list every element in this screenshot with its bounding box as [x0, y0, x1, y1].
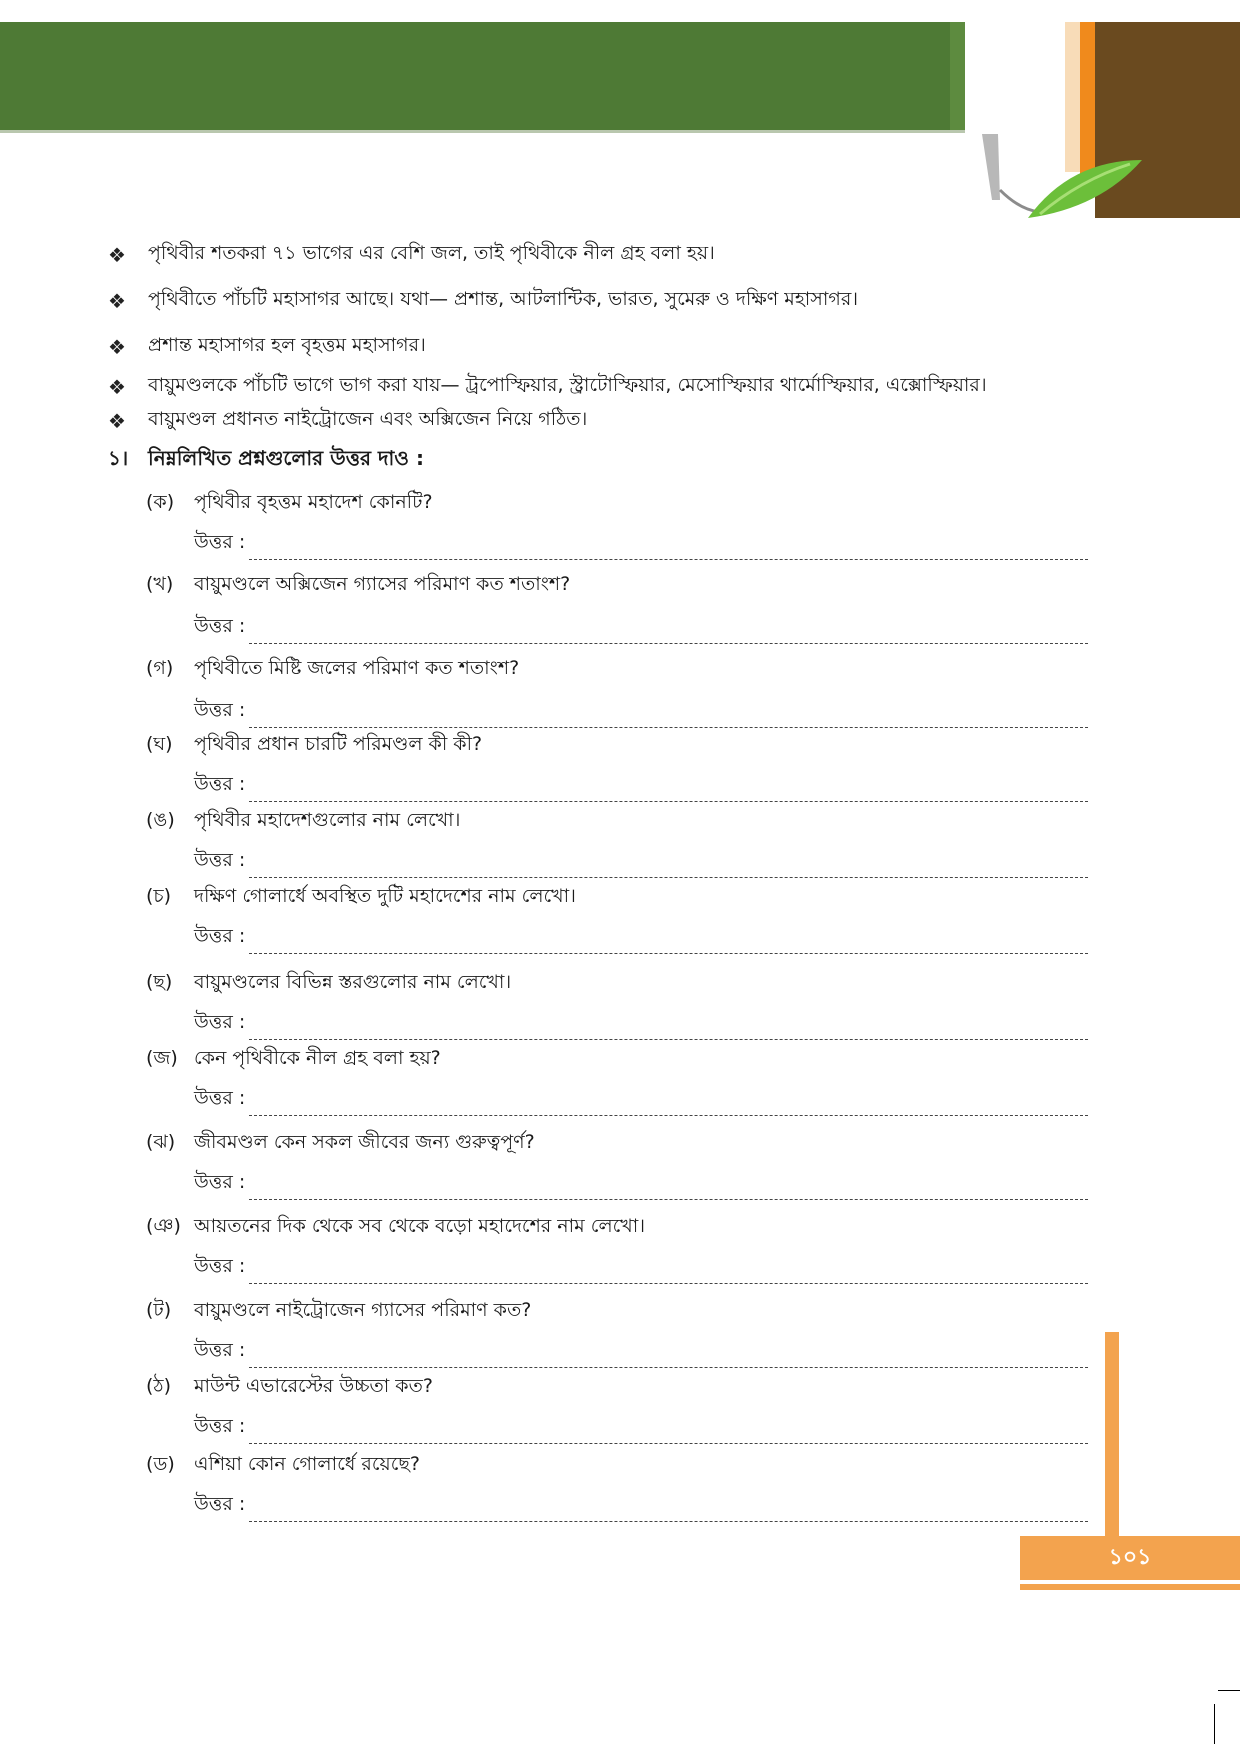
exercise-number: ১। — [108, 446, 129, 470]
answer-label: উত্তর : — [194, 1339, 246, 1361]
bullet-text: বায়ুমণ্ডলকে পাঁচটি ভাগে ভাগ করা যায়— ট্রপোস্ফিয়ার, স্ট্রাটোস্ফিয়ার, মেসোস্ফিয়ার থার্মোস্ফিয়ার, এক্সোস্ফিয়ার। — [148, 374, 987, 396]
question-mark: (ঘ) — [146, 733, 173, 755]
question-mark: (ঠ) — [146, 1375, 171, 1397]
answer-label: উত্তর : — [194, 531, 246, 553]
answer-label: উত্তর : — [194, 925, 246, 947]
diamond-bullet-icon: ❖ — [108, 335, 126, 359]
question-mark: (ঞ) — [146, 1215, 181, 1237]
diamond-bullet-icon: ❖ — [108, 289, 126, 313]
question-item — [146, 882, 576, 914]
answer-line[interactable] — [194, 1168, 1088, 1200]
question-text: পৃথিবীতে মিষ্টি জলের পরিমাণ কত শতাংশ? — [194, 657, 520, 679]
answer-label: উত্তর : — [194, 699, 246, 721]
answer-line[interactable] — [194, 922, 1088, 954]
summary-bullet — [108, 330, 426, 364]
question-item — [146, 1212, 645, 1244]
answer-blank[interactable] — [249, 621, 1088, 644]
question-mark: (ক) — [146, 491, 175, 513]
answer-label: উত্তর : — [194, 773, 246, 795]
question-mark: (ঝ) — [146, 1131, 176, 1153]
summary-bullet — [108, 370, 987, 404]
question-mark: (ছ) — [146, 971, 173, 993]
answer-line[interactable] — [194, 1412, 1088, 1444]
question-item — [146, 1296, 531, 1328]
header-green-band-edge — [950, 22, 965, 130]
answer-line[interactable] — [194, 1490, 1088, 1522]
answer-label: উত্তর : — [194, 1415, 246, 1437]
summary-bullet — [108, 284, 858, 318]
answer-label: উত্তর : — [194, 1493, 246, 1515]
question-item — [146, 1128, 535, 1160]
question-text: আয়তনের দিক থেকে সব থেকে বড়ো মহাদেশের নাম লেখো। — [194, 1215, 646, 1237]
question-item — [146, 806, 460, 838]
answer-blank[interactable] — [249, 1177, 1088, 1200]
question-text: দক্ষিণ গোলার্ধে অবস্থিত দুটি মহাদেশের নাম লেখো। — [194, 885, 576, 907]
answer-line[interactable] — [194, 696, 1088, 728]
bullet-text: পৃথিবীর শতকরা ৭১ ভাগের এর বেশি জল, তাই পৃথিবীকে নীল গ্রহ বলা হয়। — [148, 242, 715, 264]
answer-label: উত্তর : — [194, 1011, 246, 1033]
diamond-bullet-icon: ❖ — [108, 243, 126, 267]
answer-label: উত্তর : — [194, 1087, 246, 1109]
page-number: ১০১ — [1108, 1544, 1152, 1570]
question-text: বায়ুমণ্ডলে নাইট্রোজেন গ্যাসের পরিমাণ কত? — [194, 1299, 532, 1321]
diamond-bullet-icon: ❖ — [108, 375, 126, 399]
answer-blank[interactable] — [249, 705, 1088, 728]
page-accent-bar — [1105, 1332, 1119, 1537]
header-band-shadow — [0, 130, 965, 133]
answer-label: উত্তর : — [194, 1255, 246, 1277]
crop-mark-vertical — [1214, 1704, 1215, 1744]
page-number-box — [1020, 1536, 1240, 1580]
answer-blank[interactable] — [249, 931, 1088, 954]
page-number-underline — [1020, 1584, 1240, 1590]
plant-sprout-icon — [980, 130, 1150, 230]
question-mark: (চ) — [146, 885, 172, 907]
diamond-bullet-icon: ❖ — [108, 409, 126, 433]
question-item — [146, 654, 519, 686]
question-text: পৃথিবীর বৃহত্তম মহাদেশ কোনটি? — [194, 491, 433, 513]
answer-blank[interactable] — [249, 855, 1088, 878]
answer-line[interactable] — [194, 528, 1088, 560]
answer-blank[interactable] — [249, 1017, 1088, 1040]
answer-blank[interactable] — [249, 537, 1088, 560]
summary-bullet — [108, 404, 587, 438]
question-mark: (ঙ) — [146, 809, 175, 831]
question-mark: (ট) — [146, 1299, 172, 1321]
answer-blank[interactable] — [249, 1345, 1088, 1368]
answer-label: উত্তর : — [194, 615, 246, 637]
question-text: মাউন্ট এভারেস্টের উচ্চতা কত? — [194, 1375, 433, 1397]
question-item — [146, 570, 570, 602]
crop-mark-horizontal — [1218, 1690, 1240, 1691]
answer-blank[interactable] — [249, 1421, 1088, 1444]
question-mark: (ড) — [146, 1453, 175, 1475]
answer-blank[interactable] — [249, 1093, 1088, 1116]
question-item — [146, 968, 511, 1000]
question-item — [146, 1450, 420, 1482]
bullet-text: পৃথিবীতে পাঁচটি মহাসাগর আছে। যথা— প্রশান্ত, আটলান্টিক, ভারত, সুমেরু ও দক্ষিণ মহাসাগর। — [148, 288, 859, 310]
question-item — [146, 730, 482, 762]
answer-blank[interactable] — [249, 1499, 1088, 1522]
answer-line[interactable] — [194, 1008, 1088, 1040]
summary-bullet — [108, 238, 715, 272]
question-mark: (জ) — [146, 1047, 178, 1069]
answer-line[interactable] — [194, 1252, 1088, 1284]
exercise-heading-text: নিম্নলিখিত প্রশ্নগুলোর উত্তর দাও : — [148, 446, 424, 470]
question-item — [146, 488, 433, 520]
answer-line[interactable] — [194, 1084, 1088, 1116]
question-text: পৃথিবীর মহাদেশগুলোর নাম লেখো। — [194, 809, 461, 831]
question-item — [146, 1372, 433, 1404]
answer-label: উত্তর : — [194, 1171, 246, 1193]
bullet-text: প্রশান্ত মহাসাগর হল বৃহত্তম মহাসাগর। — [148, 334, 426, 356]
question-text: জীবমণ্ডল কেন সকল জীবের জন্য গুরুত্বপূর্ণ? — [194, 1131, 535, 1153]
question-mark: (গ) — [146, 657, 174, 679]
answer-line[interactable] — [194, 1336, 1088, 1368]
exercise-heading — [108, 444, 424, 477]
question-text: কেন পৃথিবীকে নীল গ্রহ বলা হয়? — [194, 1047, 441, 1069]
question-text: এশিয়া কোন গোলার্ধে রয়েছে? — [194, 1453, 420, 1475]
header-green-band — [0, 22, 965, 130]
question-item — [146, 1044, 441, 1076]
answer-line[interactable] — [194, 612, 1088, 644]
answer-blank[interactable] — [249, 779, 1088, 802]
answer-blank[interactable] — [249, 1261, 1088, 1284]
bullet-text: বায়ুমণ্ডল প্রধানত নাইট্রোজেন এবং অক্সিজেন নিয়ে গঠিত। — [148, 408, 588, 430]
answer-line[interactable] — [194, 846, 1088, 878]
question-text: পৃথিবীর প্রধান চারটি পরিমণ্ডল কী কী? — [194, 733, 483, 755]
question-mark: (খ) — [146, 573, 174, 595]
answer-line[interactable] — [194, 770, 1088, 802]
question-text: বায়ুমণ্ডলের বিভিন্ন স্তরগুলোর নাম লেখো। — [194, 971, 512, 993]
answer-label: উত্তর : — [194, 849, 246, 871]
question-text: বায়ুমণ্ডলে অক্সিজেন গ্যাসের পরিমাণ কত শতাংশ? — [194, 573, 571, 595]
